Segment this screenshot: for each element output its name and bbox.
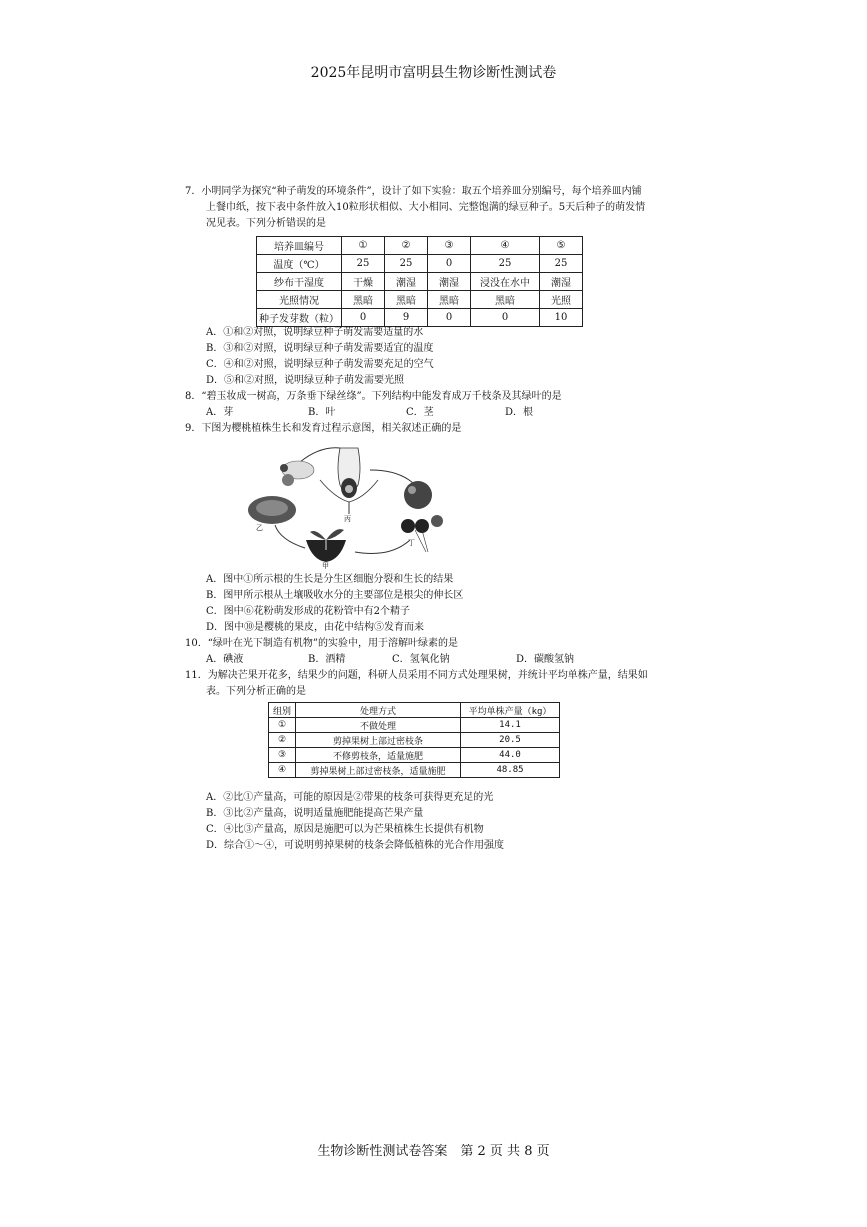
q7-option-d: D．⑤和②对照，说明绿豆种子萌发需要光照 [206,375,405,386]
table-cell: 0 [428,309,471,327]
cherry-cycle-illustration [240,440,470,570]
q7-stem-line1: 7．小明同学为探究“种子萌发的环境条件”，设计了如下实验：取五个培养皿分别编号，每个培养皿内铺 [185,186,642,197]
q10-stem: 10．“绿叶在光下制造有机物”的实验中，用于溶解叶绿素的是 [185,638,458,649]
q9-option-d: D．图中⑩是樱桃的果皮，由花中结构⑤发育而来 [206,622,425,633]
table-cell: 10 [540,309,583,327]
table-cell: 0 [428,255,471,273]
table-row [269,763,560,778]
page-footer: 生物诊断性测试卷答案 第 2 页 共 8 页 [317,1144,550,1159]
table-cell: 25 [342,255,385,273]
table-cell: 平均单株产量（kg） [461,703,560,718]
table-cell: 光照 [540,291,583,309]
diagram-label-yi: 乙 [256,524,263,532]
q7-option-c: C．④和②对照，说明绿豆种子萌发需要充足的空气 [206,359,434,370]
diagram-label-bing: 丙 [344,515,351,523]
q9-option-c: C．图中⑥花粉萌发形成的花粉管中有2个精子 [206,606,411,617]
table-row [269,733,560,748]
table-cell: 浸没在水中 [471,273,540,291]
table-cell: 20.5 [461,733,560,748]
q7-stem-line3: 况见表。下列分析错误的是 [206,218,326,229]
table-cell: 剪掉果树上部过密枝条 [296,733,461,748]
table-cell: ① [342,237,385,255]
q10-option-a: A．碘液 [206,654,244,665]
table-cell: 25 [385,255,428,273]
table-cell: 25 [471,255,540,273]
q9-option-b: B．图甲所示根从土壤吸收水分的主要部位是根尖的伸长区 [206,590,464,601]
table-cell: 不做处理 [296,718,461,733]
cherry-life-cycle-diagram [240,440,470,570]
diagram-label-jia: 甲 [322,562,329,570]
table-cell: 黑暗 [428,291,471,309]
table-row [257,291,583,309]
table-cell: 44.0 [461,748,560,763]
table-cell: 光照情况 [257,291,342,309]
table-cell: ④ [269,763,296,778]
table-cell: 14.1 [461,718,560,733]
table-row [269,748,560,763]
table-cell: 潮湿 [540,273,583,291]
table-cell: 48.85 [461,763,560,778]
table-cell: 0 [342,309,385,327]
table-cell: 处理方式 [296,703,461,718]
table-cell: 潮湿 [428,273,471,291]
table-cell: 培养皿编号 [257,237,342,255]
table-cell: 纱布干湿度 [257,273,342,291]
table-cell: 0 [471,309,540,327]
page-title: 2025年昆明市富明县生物诊断性测试卷 [310,65,557,81]
q11-option-b: B．③比②产量高，说明适量施肥能提高芒果产量 [206,808,424,819]
table-row [257,255,583,273]
q7-stem-line2: 上餐巾纸，按下表中条件放入10粒形状相似、大小相同、完整饱满的绿豆种子。5天后种子的萌发情 [206,202,646,213]
table-cell: 潮湿 [385,273,428,291]
q9-option-a: A．图中①所示根的生长是分生区细胞分裂和生长的结果 [206,574,454,585]
q8-option-a: A．芽 [206,407,234,418]
table-row [257,273,583,291]
q8-option-d: D．根 [505,407,534,418]
q8-option-c: C．茎 [406,407,434,418]
table-cell: 黑暗 [342,291,385,309]
q9-stem: 9．下图为樱桃植株生长和发育过程示意图，相关叙述正确的是 [185,423,462,434]
table-cell: ③ [428,237,471,255]
table-cell: 干燥 [342,273,385,291]
table-cell: ⑤ [540,237,583,255]
q10-option-d: D．碳酸氢钠 [516,654,575,665]
table-cell: 不修剪枝条，适量施肥 [296,748,461,763]
q7-option-b: B．③和②对照，说明绿豆种子萌发需要适宜的温度 [206,343,434,354]
table-cell: ② [269,733,296,748]
q7-option-a: A．①和②对照，说明绿豆种子萌发需要适量的水 [206,327,424,338]
table-row [257,309,583,327]
q8-stem: 8．“碧玉妆成一树高，万条垂下绿丝绦”。下列结构中能发育成万千枝条及其绿叶的是 [185,391,562,402]
table-cell: 黑暗 [385,291,428,309]
q11-stem-line1: 11．为解决芒果开花多，结果少的问题，科研人员采用不同方式处理果树，并统计平均单株产量，结果如 [185,670,648,681]
table-row [269,718,560,733]
table-row [269,703,560,718]
q10-option-b: B．酒精 [308,654,346,665]
table-cell: ③ [269,748,296,763]
table-cell: 25 [540,255,583,273]
q11-option-a: A．②比①产量高，可能的原因是②带果的枝条可获得更充足的光 [206,792,494,803]
table-cell: ② [385,237,428,255]
table-cell: 种子发芽数（粒） [257,309,342,327]
table-cell: 剪掉果树上部过密枝条，适量施肥 [296,763,461,778]
q11-table [268,702,560,778]
table-cell: ④ [471,237,540,255]
q7-table [256,236,583,327]
table-cell: ① [269,718,296,733]
table-row [257,237,583,255]
table-cell: 黑暗 [471,291,540,309]
q11-option-c: C．④比③产量高，原因是施肥可以为芒果植株生长提供有机物 [206,824,484,835]
table-cell: 组别 [269,703,296,718]
q11-stem-line2: 表。下列分析正确的是 [206,686,306,697]
q11-option-d: D．综合①～④，可说明剪掉果树的枝条会降低植株的光合作用强度 [206,840,505,851]
table-cell: 温度（℃） [257,255,342,273]
q10-option-c: C．氢氧化钠 [392,654,450,665]
diagram-label-ding: 丁 [408,539,415,547]
table-cell: 9 [385,309,428,327]
q8-option-b: B．叶 [308,407,336,418]
